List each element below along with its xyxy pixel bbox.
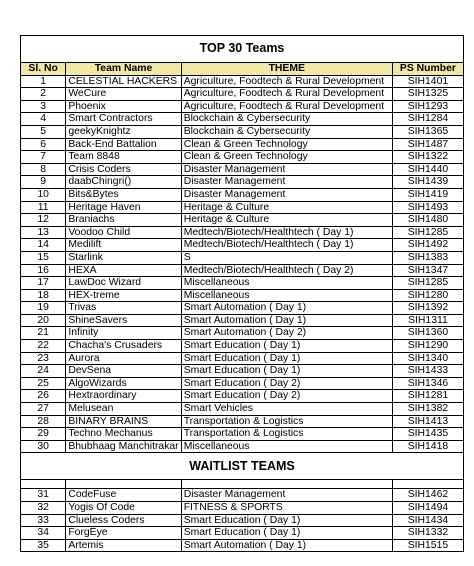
team-theme: Heritage & Culture — [181, 201, 392, 214]
team-name: LawDoc Wizard — [66, 277, 181, 290]
team-theme: Smart Education ( Day 1) — [181, 365, 392, 378]
team-serial-number: 30 — [21, 440, 66, 453]
team-name: Trivas — [66, 302, 181, 315]
table-row — [21, 415, 464, 428]
team-theme: Disaster Management — [181, 163, 392, 176]
team-name: AlgoWizards — [66, 377, 181, 390]
team-name: CELESTIAL HACKERS — [66, 75, 181, 88]
team-name: Smart Contractors — [66, 113, 181, 126]
table-row — [21, 264, 464, 277]
team-serial-number: 10 — [21, 188, 66, 201]
ps-number: SIH1284 — [392, 113, 463, 126]
team-name: Melusean — [66, 403, 181, 416]
table-row — [21, 176, 464, 189]
title-row — [21, 36, 464, 63]
team-serial-number: 2 — [21, 88, 66, 101]
team-name: HEX-treme — [66, 289, 181, 302]
table-row — [21, 340, 464, 353]
team-theme: Clean & Green Technology — [181, 138, 392, 151]
team-serial-number: 3 — [21, 100, 66, 113]
team-serial-number: 6 — [21, 138, 66, 151]
team-name: Infinity — [66, 327, 181, 340]
ps-number: SIH1325 — [392, 88, 463, 101]
table-row — [21, 428, 464, 441]
ps-number: SIH1293 — [392, 100, 463, 113]
team-theme: Medtech/Biotech/Healthtech ( Day 1) — [181, 226, 392, 239]
team-name: ShineSavers — [66, 314, 181, 327]
team-serial-number: 25 — [21, 377, 66, 390]
team-name: Artemis — [66, 539, 181, 552]
team-name: Bhubhaag Manchitrakar — [66, 440, 181, 453]
ps-number: SIH1418 — [392, 440, 463, 453]
ps-number: SIH1440 — [392, 163, 463, 176]
team-theme: Disaster Management — [181, 188, 392, 201]
team-theme: Smart Vehicles — [181, 403, 392, 416]
table-row — [21, 214, 464, 227]
team-name: Techno Mechanus — [66, 428, 181, 441]
team-serial-number: 5 — [21, 125, 66, 138]
ps-number: SIH1281 — [392, 390, 463, 403]
team-theme: Smart Education ( Day 1) — [181, 352, 392, 365]
team-theme: Disaster Management — [181, 489, 392, 502]
ps-number: SIH1347 — [392, 264, 463, 277]
team-theme: Smart Automation ( Day 1) — [181, 539, 392, 552]
team-name: Medilift — [66, 239, 181, 252]
team-name: Starlink — [66, 251, 181, 264]
team-theme: Miscellaneous — [181, 277, 392, 290]
team-name: Bits&Bytes — [66, 188, 181, 201]
ps-number: SIH1332 — [392, 527, 463, 540]
team-serial-number: 19 — [21, 302, 66, 315]
team-theme: Medtech/Biotech/Healthtech ( Day 1) — [181, 239, 392, 252]
team-theme: Blockchain & Cybersecurity — [181, 125, 392, 138]
team-name: WeCure — [66, 88, 181, 101]
ps-number: SIH1360 — [392, 327, 463, 340]
table-row — [21, 138, 464, 151]
header-theme: THEME — [181, 63, 392, 76]
team-serial-number: 24 — [21, 365, 66, 378]
ps-number: SIH1515 — [392, 539, 463, 552]
team-name: Braniachs — [66, 214, 181, 227]
table-row — [21, 151, 464, 164]
table-row — [21, 100, 464, 113]
ps-number: SIH1462 — [392, 489, 463, 502]
spacer-row — [21, 480, 464, 489]
team-theme: FITNESS & SPORTS — [181, 502, 392, 515]
empty-cell — [21, 480, 66, 489]
table-row — [21, 440, 464, 453]
ps-number: SIH1487 — [392, 138, 463, 151]
table-row — [21, 527, 464, 540]
empty-cell — [66, 480, 181, 489]
ps-number: SIH1435 — [392, 428, 463, 441]
ps-number: SIH1290 — [392, 340, 463, 353]
team-name: Yogis Of Code — [66, 502, 181, 515]
team-serial-number: 4 — [21, 113, 66, 126]
empty-cell — [392, 480, 463, 489]
team-name: Back-End Battalion — [66, 138, 181, 151]
team-name: ForgEye — [66, 527, 181, 540]
team-theme: Miscellaneous — [181, 289, 392, 302]
teams-sheet — [20, 35, 464, 552]
ps-number: SIH1322 — [392, 151, 463, 164]
team-theme: Transportation & Logistics — [181, 415, 392, 428]
header-ps-number: PS Number — [392, 63, 463, 76]
table-row — [21, 489, 464, 502]
team-name: Team 8848 — [66, 151, 181, 164]
waitlist-title: WAITLIST TEAMS — [21, 453, 464, 480]
team-serial-number: 8 — [21, 163, 66, 176]
table-row — [21, 188, 464, 201]
team-name: HEXA — [66, 264, 181, 277]
header-sl-no: Sl. No — [21, 63, 66, 76]
team-name: Hextraordinary — [66, 390, 181, 403]
ps-number: SIH1419 — [392, 188, 463, 201]
team-serial-number: 13 — [21, 226, 66, 239]
table-row — [21, 277, 464, 290]
teams-table — [20, 35, 464, 552]
team-serial-number: 11 — [21, 201, 66, 214]
team-serial-number: 20 — [21, 314, 66, 327]
table-row — [21, 125, 464, 138]
team-serial-number: 12 — [21, 214, 66, 227]
team-serial-number: 22 — [21, 340, 66, 353]
ps-number: SIH1480 — [392, 214, 463, 227]
team-theme: Agriculture, Foodtech & Rural Development — [181, 88, 392, 101]
team-serial-number: 1 — [21, 75, 66, 88]
team-name: geekyKnightz — [66, 125, 181, 138]
team-serial-number: 27 — [21, 403, 66, 416]
team-name: Phoenix — [66, 100, 181, 113]
table-row — [21, 239, 464, 252]
table-row — [21, 75, 464, 88]
table-row — [21, 163, 464, 176]
waitlist-title-row — [21, 453, 464, 480]
ps-number: SIH1365 — [392, 125, 463, 138]
table-row — [21, 314, 464, 327]
ps-number: SIH1311 — [392, 314, 463, 327]
ps-number: SIH1392 — [392, 302, 463, 315]
team-serial-number: 23 — [21, 352, 66, 365]
table-row — [21, 502, 464, 515]
team-theme: Agriculture, Foodtech & Rural Development — [181, 75, 392, 88]
team-serial-number: 31 — [21, 489, 66, 502]
team-theme: Smart Automation ( Day 1) — [181, 314, 392, 327]
table-row — [21, 327, 464, 340]
page-title: TOP 30 Teams — [21, 36, 464, 63]
ps-number: SIH1433 — [392, 365, 463, 378]
table-row — [21, 251, 464, 264]
team-theme: Smart Education ( Day 1) — [181, 514, 392, 527]
team-theme: Disaster Management — [181, 176, 392, 189]
team-serial-number: 9 — [21, 176, 66, 189]
team-serial-number: 21 — [21, 327, 66, 340]
team-theme: Smart Education ( Day 1) — [181, 527, 392, 540]
team-name: Aurora — [66, 352, 181, 365]
table-row — [21, 403, 464, 416]
header-team-name: Team Name — [66, 63, 181, 76]
team-serial-number: 26 — [21, 390, 66, 403]
ps-number: SIH1285 — [392, 226, 463, 239]
ps-number: SIH1439 — [392, 176, 463, 189]
team-serial-number: 28 — [21, 415, 66, 428]
team-theme: Clean & Green Technology — [181, 151, 392, 164]
ps-number: SIH1493 — [392, 201, 463, 214]
table-row — [21, 352, 464, 365]
table-row — [21, 390, 464, 403]
team-serial-number: 32 — [21, 502, 66, 515]
table-row — [21, 539, 464, 552]
ps-number: SIH1413 — [392, 415, 463, 428]
team-name: Heritage Haven — [66, 201, 181, 214]
team-theme: Smart Education ( Day 2) — [181, 377, 392, 390]
table-row — [21, 113, 464, 126]
ps-number: SIH1346 — [392, 377, 463, 390]
ps-number: SIH1492 — [392, 239, 463, 252]
ps-number: SIH1434 — [392, 514, 463, 527]
team-theme: Smart Education ( Day 1) — [181, 340, 392, 353]
team-theme: Transportation & Logistics — [181, 428, 392, 441]
ps-number: SIH1401 — [392, 75, 463, 88]
table-row — [21, 514, 464, 527]
ps-number: SIH1494 — [392, 502, 463, 515]
table-row — [21, 302, 464, 315]
team-name: Chacha's Crusaders — [66, 340, 181, 353]
empty-cell — [181, 480, 392, 489]
team-serial-number: 16 — [21, 264, 66, 277]
team-name: DevSena — [66, 365, 181, 378]
table-row — [21, 365, 464, 378]
team-theme: Heritage & Culture — [181, 214, 392, 227]
table-row — [21, 377, 464, 390]
team-name: Clueless Coders — [66, 514, 181, 527]
team-name: Crisis Coders — [66, 163, 181, 176]
team-serial-number: 34 — [21, 527, 66, 540]
team-theme: Medtech/Biotech/Healthtech ( Day 2) — [181, 264, 392, 277]
team-serial-number: 35 — [21, 539, 66, 552]
team-theme: Agriculture, Foodtech & Rural Development — [181, 100, 392, 113]
team-serial-number: 17 — [21, 277, 66, 290]
team-serial-number: 33 — [21, 514, 66, 527]
table-row — [21, 201, 464, 214]
team-serial-number: 29 — [21, 428, 66, 441]
team-name: daabChingri() — [66, 176, 181, 189]
table-row — [21, 289, 464, 302]
team-theme: Blockchain & Cybersecurity — [181, 113, 392, 126]
team-serial-number: 14 — [21, 239, 66, 252]
table-row — [21, 88, 464, 101]
team-serial-number: 7 — [21, 151, 66, 164]
team-serial-number: 18 — [21, 289, 66, 302]
team-theme: Smart Automation ( Day 2) — [181, 327, 392, 340]
header-row — [21, 63, 464, 76]
team-theme: Smart Automation ( Day 1) — [181, 302, 392, 315]
team-serial-number: 15 — [21, 251, 66, 264]
team-theme: S — [181, 251, 392, 264]
table-row — [21, 226, 464, 239]
ps-number: SIH1382 — [392, 403, 463, 416]
team-name: BINARY BRAINS — [66, 415, 181, 428]
team-name: Voodoo Child — [66, 226, 181, 239]
ps-number: SIH1280 — [392, 289, 463, 302]
team-theme: Smart Education ( Day 2) — [181, 390, 392, 403]
ps-number: SIH1383 — [392, 251, 463, 264]
ps-number: SIH1285 — [392, 277, 463, 290]
team-name: CodeFuse — [66, 489, 181, 502]
team-theme: Miscellaneous — [181, 440, 392, 453]
ps-number: SIH1340 — [392, 352, 463, 365]
